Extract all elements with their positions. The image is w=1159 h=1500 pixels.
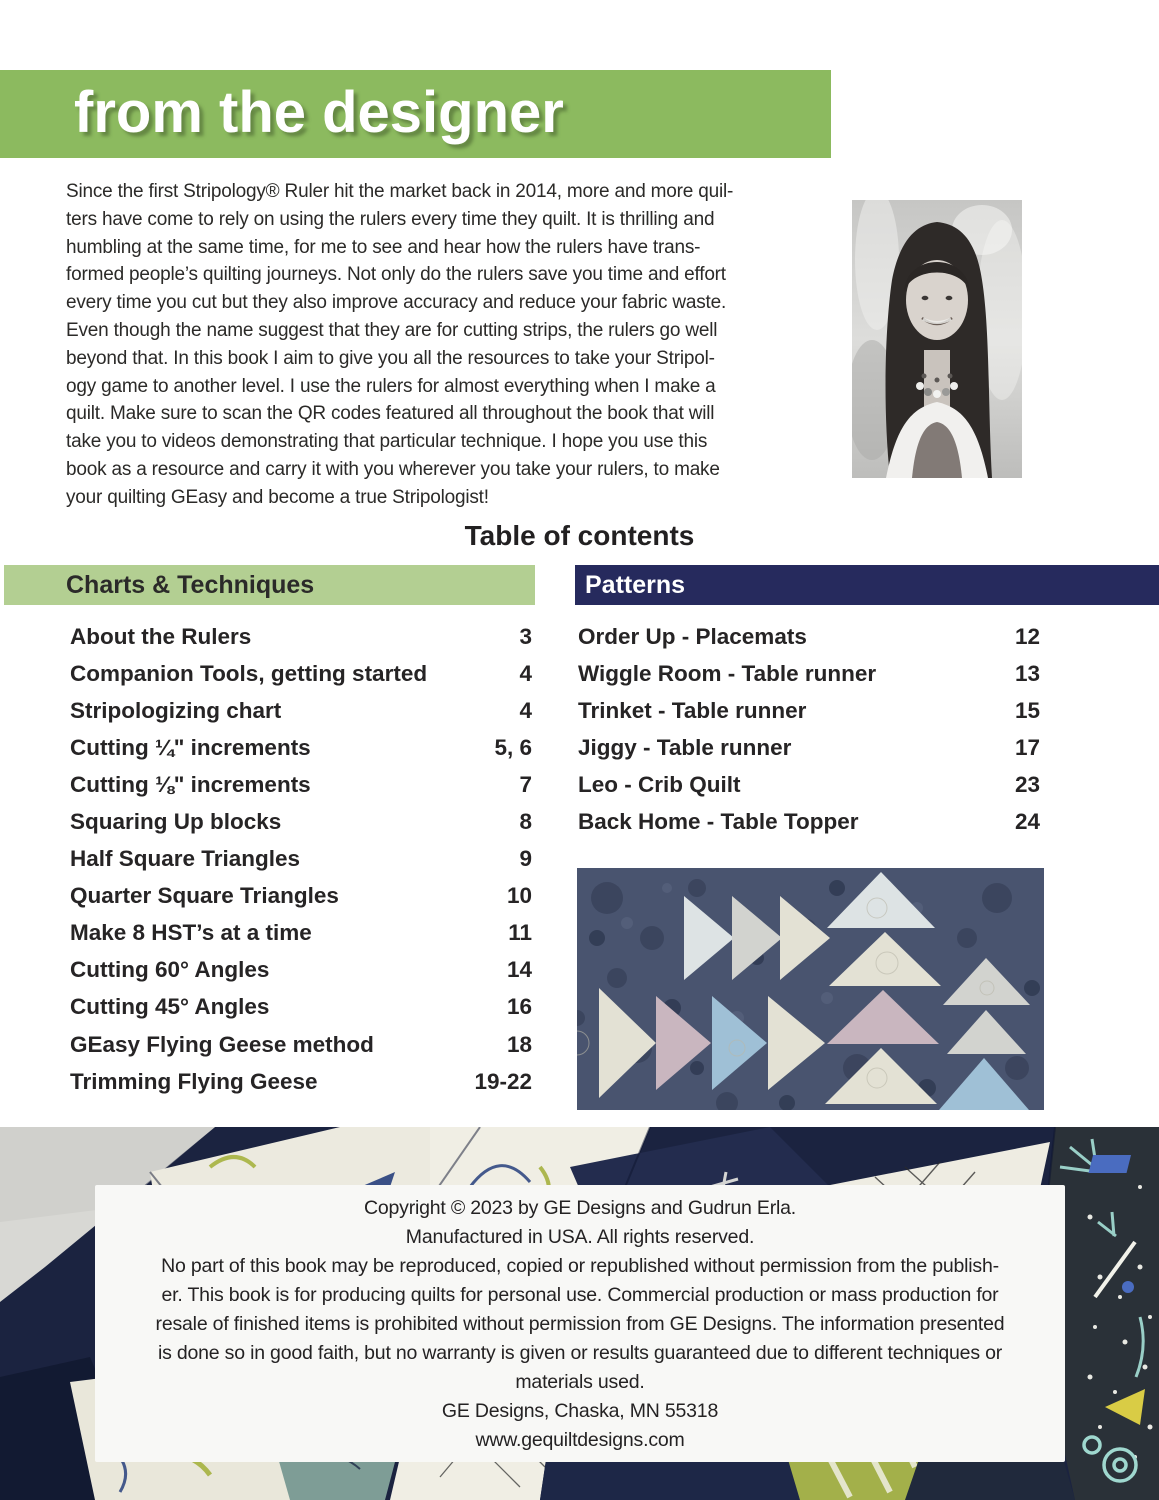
toc-item-label: Trimming Flying Geese bbox=[70, 1068, 318, 1094]
toc-title: Table of contents bbox=[464, 520, 695, 551]
toc-row bbox=[70, 989, 532, 1026]
toc-item-label: Companion Tools, getting started bbox=[70, 660, 428, 686]
toc-item-page: 15 bbox=[1014, 697, 1040, 723]
section-header-patterns bbox=[575, 565, 1159, 605]
toc-item-page: 8 bbox=[519, 809, 532, 835]
toc-item-label: Half Square Triangles bbox=[70, 846, 301, 872]
toc-item-page: 12 bbox=[1014, 623, 1040, 649]
toc-item-page: 14 bbox=[506, 957, 532, 983]
toc-item-label: Make 8 HST’s at a time bbox=[70, 920, 312, 946]
intro-line: humbling at the same time, for me to see and hear how the rulers have trans- bbox=[66, 236, 701, 258]
intro-line: your quilting GEasy and become a true Stripologist! bbox=[66, 486, 489, 508]
intro-line: formed people’s quilting journeys. Not only do the rulers save you time and effort bbox=[66, 264, 726, 286]
toc-item-page: 16 bbox=[506, 994, 532, 1020]
intro-paragraph bbox=[66, 178, 848, 512]
toc-row bbox=[578, 655, 1040, 692]
toc-row bbox=[70, 878, 532, 915]
toc-row bbox=[578, 803, 1040, 840]
toc-list-charts bbox=[70, 618, 532, 1100]
toc-item-page: 4 bbox=[519, 697, 532, 723]
toc-item-page: 4 bbox=[519, 660, 532, 686]
quilt-sample-photo bbox=[577, 868, 1044, 1110]
intro-line: Even though the name suggest that they are for cutting strips, the rulers go well bbox=[66, 319, 718, 341]
toc-row bbox=[578, 729, 1040, 766]
intro-line: quilt. Make sure to scan the QR codes featured all throughout the book that will bbox=[66, 403, 715, 425]
intro-line: take you to videos demonstrating that particular technique. I hope you use this bbox=[66, 431, 708, 453]
toc-item-label: Back Home - Table Topper bbox=[578, 809, 859, 835]
intro-line: every time you cut but they also improve accuracy and reduce your fabric waste. bbox=[66, 292, 727, 314]
toc-item-label: GEasy Flying Geese method bbox=[70, 1031, 374, 1057]
toc-item-label: Leo - Crib Quilt bbox=[578, 771, 741, 797]
toc-item-page: 9 bbox=[519, 846, 532, 872]
toc-row bbox=[578, 692, 1040, 729]
intro-line: Since the first Stripology® Ruler hit the market back in 2014, more and more quil- bbox=[66, 181, 734, 202]
intro-line: beyond that. In this book I aim to give you all the resources to take your Stripol- bbox=[66, 347, 715, 369]
section-title: Patterns bbox=[585, 571, 686, 599]
toc-list-patterns bbox=[578, 618, 1040, 841]
toc-row bbox=[70, 841, 532, 878]
toc-item-label: Quarter Square Triangles bbox=[70, 883, 339, 909]
intro-line: ters have come to rely on using the rulers every time they quilt. It is thrilling and bbox=[66, 208, 715, 230]
toc-item-page: 11 bbox=[508, 920, 532, 946]
toc-item-page: 17 bbox=[1014, 734, 1040, 760]
toc-row bbox=[70, 618, 532, 655]
toc-item-label: Wiggle Room - Table runner bbox=[578, 660, 877, 686]
copyright-line: Manufactured in USA. All rights reserved. bbox=[405, 1226, 755, 1248]
section-header-charts bbox=[4, 565, 535, 605]
website-url: www.gequiltdesigns.com bbox=[475, 1429, 685, 1451]
intro-line: ogy game to another level. I use the rulers for almost everything when I make a bbox=[66, 375, 716, 397]
page-title: from the designer bbox=[74, 80, 564, 145]
toc-item-page: 23 bbox=[1014, 771, 1040, 797]
toc-item-page: 18 bbox=[506, 1031, 532, 1057]
toc-item-page: 24 bbox=[1014, 809, 1040, 835]
copyright-line: is done so in good faith, but no warranty is given or results guaranteed due to different techniques or bbox=[157, 1342, 1003, 1364]
copyright-line: GE Designs, Chaska, MN 55318 bbox=[441, 1400, 719, 1422]
toc-item-page: 5, 6 bbox=[494, 734, 532, 760]
toc-item-page: 7 bbox=[519, 771, 532, 797]
toc-row bbox=[70, 692, 532, 729]
toc-row bbox=[70, 766, 532, 803]
toc-row bbox=[578, 766, 1040, 803]
toc-item-label: Jiggy - Table runner bbox=[578, 734, 792, 760]
toc-item-label: Order Up - Placemats bbox=[578, 623, 807, 649]
toc-row bbox=[70, 655, 532, 692]
toc-row bbox=[70, 1063, 532, 1100]
toc-row bbox=[578, 618, 1040, 655]
toc-item-page: 3 bbox=[519, 623, 532, 649]
toc-item-label: Stripologizing chart bbox=[70, 697, 282, 723]
designer-portrait-photo bbox=[852, 200, 1022, 478]
section-title: Charts & Techniques bbox=[66, 571, 315, 599]
copyright-box bbox=[95, 1185, 1065, 1462]
toc-row bbox=[70, 915, 532, 952]
toc-item-label: Cutting 60° Angles bbox=[70, 957, 270, 983]
copyright-line: Copyright © 2023 by GE Designs and Gudrun Erla. bbox=[363, 1197, 797, 1219]
toc-item-label: Cutting 45° Angles bbox=[70, 994, 270, 1020]
toc-item-label: Cutting ⅛" increments bbox=[70, 771, 311, 797]
toc-item-label: Cutting ¼" increments bbox=[70, 734, 311, 760]
toc-row bbox=[70, 803, 532, 840]
header-banner bbox=[0, 70, 831, 158]
intro-line: book as a resource and carry it with you wherever you take your rulers, to make bbox=[66, 458, 720, 480]
toc-row bbox=[70, 729, 532, 766]
copyright-line: materials used. bbox=[515, 1371, 645, 1393]
toc-item-label: About the Rulers bbox=[70, 623, 252, 649]
toc-item-page: 19-22 bbox=[474, 1068, 532, 1094]
toc-row bbox=[70, 952, 532, 989]
toc-item-label: Squaring Up blocks bbox=[70, 809, 282, 835]
toc-item-page: 13 bbox=[1014, 660, 1040, 686]
toc-row bbox=[70, 1026, 532, 1063]
copyright-line: er. This book is for producing quilts for personal use. Commercial production or mass production for bbox=[161, 1284, 999, 1306]
toc-item-page: 10 bbox=[506, 883, 532, 909]
toc-item-label: Trinket - Table runner bbox=[578, 697, 807, 723]
copyright-line: resale of finished items is prohibited without permission from GE Designs. The information presented bbox=[155, 1313, 1005, 1335]
copyright-line: No part of this book may be reproduced, copied or republished without permission from the publish- bbox=[161, 1255, 999, 1277]
